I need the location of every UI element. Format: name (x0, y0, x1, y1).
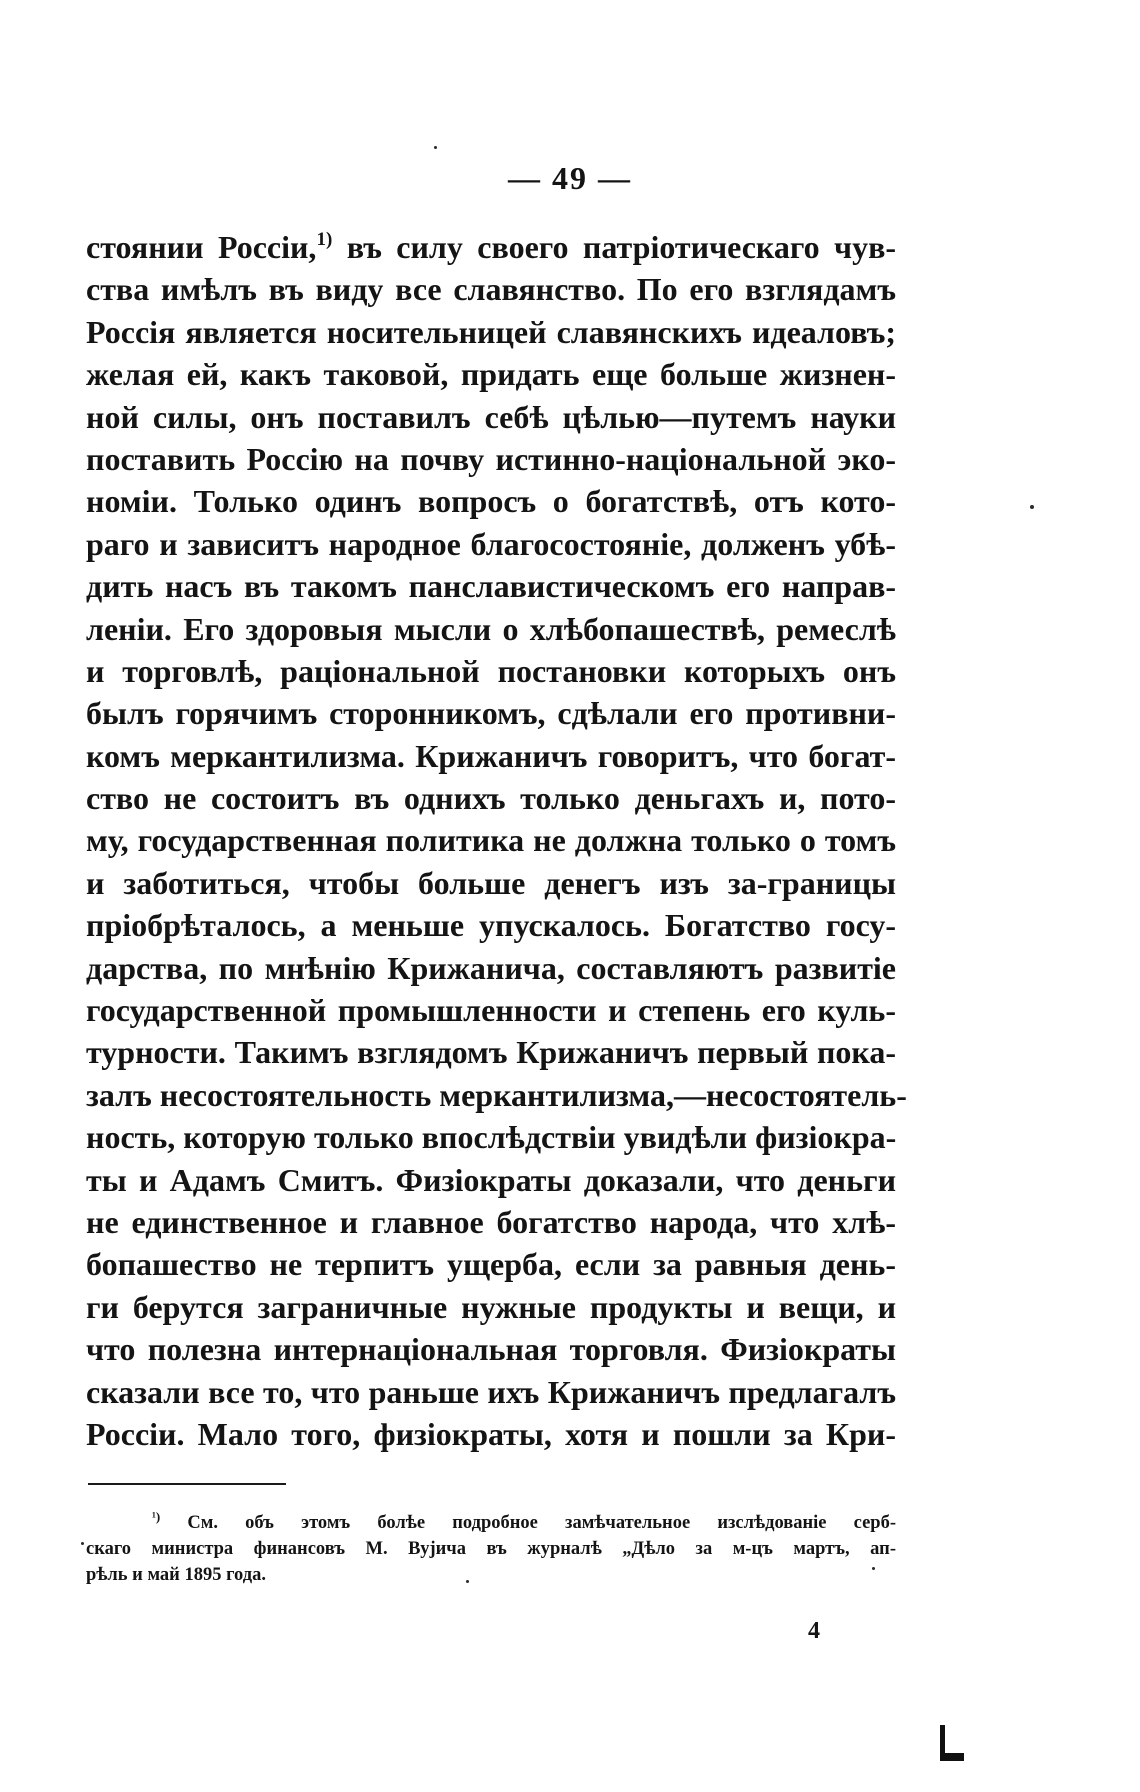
text-line: дить насъ въ такомъ панславистическомъ его направ- (86, 568, 896, 605)
dust-speck (434, 146, 437, 149)
text-line: поставить Россію на почву истинно-національной эко- (86, 440, 896, 477)
text-line: раго и зависитъ народное благосостояніе, долженъ убѣ- (86, 525, 896, 562)
text-line: комъ меркантилизма. Крижаничъ говоритъ, что богат- (86, 737, 896, 774)
text-line-1 (86, 226, 896, 268)
text-line: залъ несостоятельность меркантилизма,—несостоятель- (86, 1076, 907, 1113)
text-line: леніи. Его здоровыя мысли о хлѣбопашествѣ, ремеслѣ (86, 610, 896, 647)
dust-speck (1030, 505, 1034, 509)
text-line: не единственное и главное богатство народа, что хлѣ- (86, 1203, 896, 1240)
dust-speck (81, 1542, 84, 1545)
text-line: Россіи. Мало того, физіократы, хотя и пошли за Кри- (86, 1415, 896, 1452)
page-number: — 49 — (508, 160, 632, 196)
text-line: ги берутся заграничные нужные продукты и вещи, и (86, 1288, 896, 1325)
text-line: ты и Адамъ Смитъ. Физіократы доказали, что деньги (86, 1161, 896, 1198)
footnote-text: См. объ этомъ болѣе подробное замѣчательное изслѣдованіе серб- (187, 1513, 897, 1533)
footnote-divider (88, 1483, 286, 1485)
footnote-reference: 1) (316, 229, 333, 250)
text-line: былъ горячимъ сторонникомъ, сдѣлали его противни- (86, 695, 896, 732)
text-line: что полезна интернаціональная торговля. Физіократы (86, 1331, 896, 1368)
footnote-line: скаго министра финансовъ М. Вујича въ журналѣ „Дѣло за м-цъ мартъ, ап- (86, 1539, 896, 1559)
dust-speck (466, 1580, 469, 1583)
text-line: ства имѣлъ въ виду все славянство. По его взглядамъ (86, 271, 896, 308)
text-line: и торговлѣ, раціональной постановки которыхъ онъ (86, 652, 896, 689)
footnote-line (86, 1510, 896, 1536)
text-line-1-rest: въ силу своего патріотическаго чув- (346, 229, 897, 265)
text-line-1-start: стоянии Россіи, (86, 229, 317, 265)
footnote-marker: ¹) (152, 1509, 161, 1524)
text-line: государственной промышленности и степень его куль- (86, 992, 896, 1029)
dust-speck (872, 1567, 875, 1570)
print-corner-mark (936, 1723, 966, 1763)
text-line: ство не состоитъ въ однихъ только деньгахъ и, пото- (86, 780, 896, 817)
text-line: желая ей, какъ таковой, придать еще больше жизнен- (86, 356, 896, 393)
text-line: турности. Такимъ взглядомъ Крижаничъ первый пока- (86, 1034, 896, 1071)
text-line: номіи. Только одинъ вопросъ о богатствѣ, отъ кото- (86, 483, 896, 520)
text-line: му, государственная политика не должна только о томъ (86, 822, 896, 859)
text-line: ность, которую только впослѣдствіи увидѣли физіокра- (86, 1119, 897, 1156)
footnote-line: рѣль и май 1895 года. (86, 1565, 266, 1585)
text-line: ной силы, онъ поставилъ себѣ цѣлью—путемъ науки (86, 398, 896, 435)
text-line: Россія является носительницей славянскихъ идеаловъ; (86, 313, 896, 350)
main-text (86, 226, 907, 1455)
text-line: пріобрѣталось, а меньше упускалось. Богатство госу- (86, 907, 896, 944)
text-line: сказали все то, что раньше ихъ Крижаничъ предлагалъ (86, 1373, 896, 1410)
footnote (86, 1510, 896, 1588)
text-line: и заботиться, чтобы больше денегъ изъ за-границы (86, 864, 896, 901)
text-line: дарства, по мнѣнію Крижанича, составляютъ развитіе (86, 949, 896, 986)
text-line: бопашество не терпитъ ущерба, если за равныя день- (86, 1246, 896, 1283)
signature-mark: 4 (808, 1618, 820, 1644)
